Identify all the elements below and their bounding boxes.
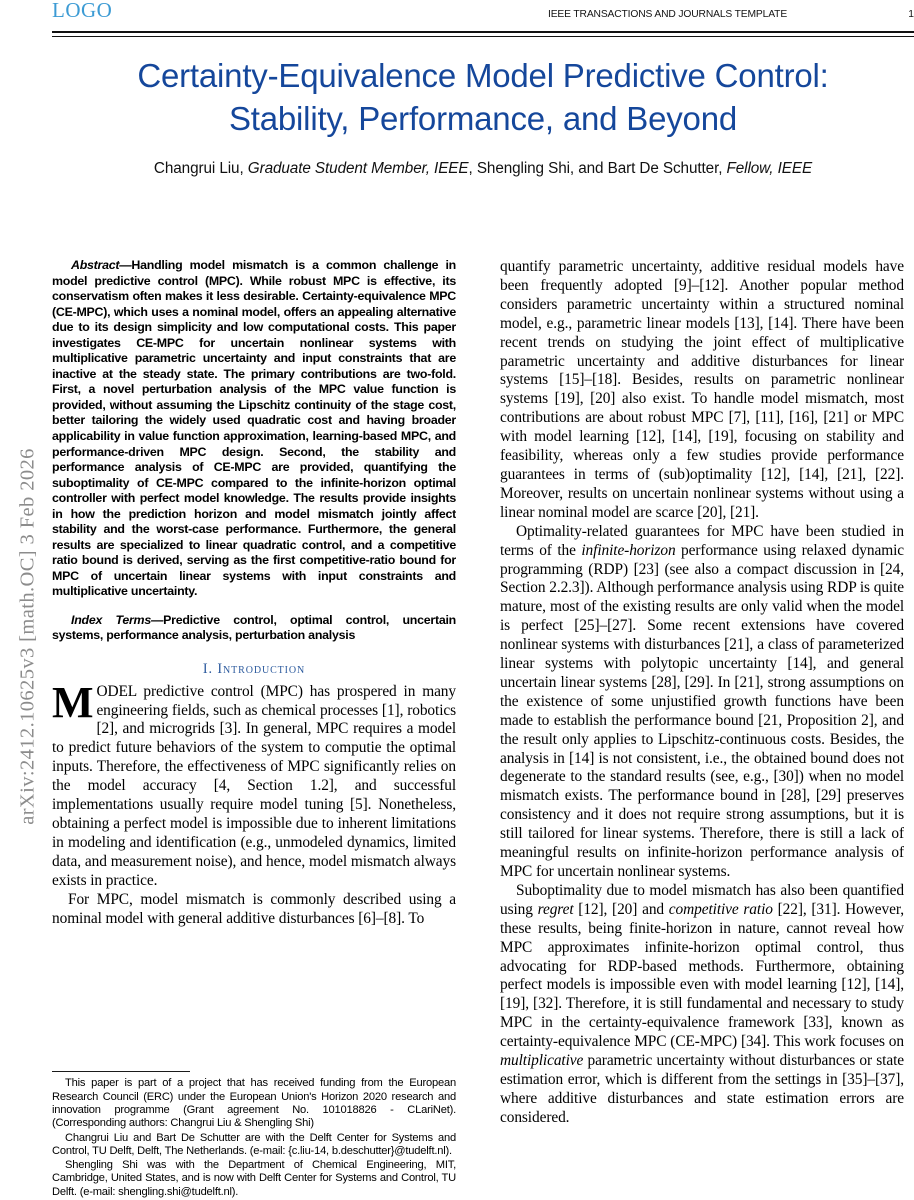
emph-competitive-ratio: competitive ratio <box>668 900 773 918</box>
page-number: 1 <box>908 9 914 20</box>
right-paragraph-3-part-a: Suboptimality due to model mismatch has also been quantified using <box>500 881 904 918</box>
abstract-label: Abstract <box>71 258 120 272</box>
intro-paragraph-2: For MPC, model mismatch is commonly described using a nominal model with general additive disturbances [6]–[8]. To <box>52 890 456 927</box>
title-block <box>52 54 914 178</box>
logo: LOGO <box>52 0 113 22</box>
footnote-rule <box>52 1071 190 1072</box>
emph-multiplicative: multiplicative <box>500 1052 584 1070</box>
intro-paragraph-1-text: ODEL predictive control (MPC) has prospered in many engineering fields, such as chemical processes [1], robotics [2], and microgrids [3]. In general, MPC requires a model to predict future behaviors of the system to computie the optimal inputs. Therefore, the effectiveness of MPC significantly relies on the model accuracy [4, Section 1.2], and successful implementations usually require model tuning [5]. Nonetheless, obtaining a perfect model is impossible due to inherent limitations in modeling and identification (e.g., unmodeled dynamics, limited data, and measurement noise), and hence, model mismatch always exists in practice. <box>52 682 456 889</box>
section-name: Introduction <box>217 660 306 677</box>
author-1-name: Changrui Liu, <box>153 160 244 177</box>
index-terms <box>52 613 456 644</box>
right-paragraph-2-part-b: performance using relaxed dynamic programming (RDP) [23] (see also a compact discussion in [24, Section 2.2.3]). Although performance analysis using RDP is quite mature, most of the existing results are only valid when the model is perfect [25]–[27]. Some recent extensions have covered nonlinear systems with disturbances [21], a class of parameterized linear systems with polytopic uncertainty [14], and general uncertain linear systems [28], [29]. In [21], strong assumptions on the existence of some unjustified growth functions have been made to establish the performance bound [21, Proposition 2], and the result only applies to Lipschitz-continuous costs. Besides, the analysis in [14] is not consistent, i.e., the obtained bound does not degenerate to the standard results (see, e.g., [30]) when no model mismatch exists. The performance bound in [28], [29] preserves consistency and it does not require strong assumptions, but it is still tailored for linear systems. Therefore, there is still a lack of meaningful results on infinite-horizon performance analysis of MPC for uncertain nonlinear systems. <box>500 541 904 880</box>
footnote-funding: This paper is part of a project that has received funding from the European Research Council (ERC) under the European Union's Horizon 2020 research and innovation programme (Grant agreement No. 101018826 - CLariNet). (Corresponding authors: Changrui Liu & Shengling Shi) <box>52 1077 456 1130</box>
right-paragraph-3-part-c: [22], [31]. However, these results, being finite-horizon in nature, cannot reveal how MPC approximates infinite-horizon optimal control, thus advocating for RDP-based methods. Furthermore, obtaining perfect models is impossible even with model learning [12], [14], [19], [32]. Therefore, it is still fundamental and necessary to study MPC in the certainty-equivalence framework [33], known as certainty-equivalence MPC (CE-MPC) [34]. This work focuses on <box>500 900 904 1051</box>
right-paragraph-3 <box>500 882 904 1128</box>
body-columns <box>52 258 914 1200</box>
paper-page <box>52 0 914 1200</box>
right-paragraph-3-part-d: parametric uncertainty without disturbances or state estimation error, which is different from the settings in [35]–[37], where additive disturbances and state estimation errors are considered. <box>500 1052 904 1126</box>
title-line-2: Stability, Performance, and Beyond <box>228 100 738 137</box>
emph-infinite-horizon: infinite-horizon <box>581 541 676 559</box>
section-heading-introduction <box>52 661 456 678</box>
right-column <box>500 258 904 1200</box>
journal-name: IEEE TRANSACTIONS AND JOURNALS TEMPLATE <box>548 9 788 20</box>
right-paragraph-1: quantify parametric uncertainty, additive residual models have been frequently adopted [9]–[12]. Another popular method considers parametric uncertainty within a structured nominal model, e.g., parametric linear models [13], [14]. There have been recent trends on studying the joint effect of multiplicative parametric uncertainty and additive disturbances for linear systems [15]–[18]. Besides, results on parametric nonlinear systems [19], [20] also exist. To handle model mismatch, most contributions are about robust MPC [7], [11], [16], [21] or MPC with model learning [12], [14], [19], focusing on stability and feasibility, whereas only a few studies provide performance guarantees in terms of (sub)optimality [12], [14], [21], [22]. Moreover, results on uncertain nonlinear systems without using a linear nominal model are scarce [20], [21]. <box>500 258 904 521</box>
abstract <box>52 258 456 600</box>
author-list <box>52 160 914 178</box>
index-terms-text: Predictive control, optimal control, uncertain systems, performance analysis, perturbation analysis <box>52 612 456 643</box>
intro-paragraph-1 <box>52 677 456 891</box>
drop-cap: M <box>52 677 94 727</box>
right-paragraph-2-part-a: Optimality-related guarantees for MPC have been studied in terms of the <box>500 522 904 559</box>
right-paragraph-2 <box>500 523 904 882</box>
running-head <box>52 0 914 34</box>
index-terms-label: Index Terms <box>71 612 151 627</box>
emph-regret: regret <box>537 900 574 918</box>
arxiv-stamp: arXiv:2412.10625v3 [math.OC] 3 Feb 2026 <box>16 448 39 825</box>
title-line-1: Certainty-Equivalence Model Predictive Control: <box>137 57 829 94</box>
author-2-role: Fellow, IEEE <box>726 160 813 177</box>
section-number: I. <box>202 660 213 677</box>
author-2-name: , Shengling Shi, and Bart De Schutter, <box>468 160 723 177</box>
index-terms-dash: — <box>150 612 164 627</box>
header-rule <box>52 31 914 37</box>
footnote-affiliation-1: Changrui Liu and Bart De Schutter are with the Delft Center for Systems and Control, TU Delft, Delft, The Netherlands. (e-mail: {c.liu-14, b.deschutter}@tudelft.nl). <box>52 1131 456 1157</box>
right-paragraph-3-part-b: [12], [20] and <box>573 900 669 918</box>
footnote-affiliation-2: Shengling Shi was with the Department of Chemical Engineering, MIT, Cambridge, United States, and is now with Delft Center for Systems and Control, TU Delft. (e-mail: shengling.shi@tudelft.nl). <box>52 1159 456 1198</box>
abstract-text: Handling model mismatch is a common challenge in model predictive control (MPC). While robust MPC is effective, its conservatism often makes it less desirable. Certainty-equivalence MPC (CE-MPC), which uses a nominal model, offers an appealing alternative due to its design simplicity and low computational costs. This paper investigates CE-MPC for uncertain nonlinear systems with multiplicative parametric uncertainty and input constraints that are inactive at the steady state. The primary contributions are two-fold. First, a novel perturbation analysis of the MPC value function is provided, without assuming the Lipschitz continuity of the stage cost, better tailoring the widely used quadratic cost and having broader applicability in value function approximation, learning-based MPC, and performance-driven MPC design. Second, the stability and performance analysis of CE-MPC are provided, quantifying the suboptimality of CE-MPC compared to the infinite-horizon optimal controller with perfect model knowledge. The results provide insights in how the prediction horizon and model mismatch jointly affect stability and the worst-case performance. Furthermore, the general results are specialized to linear quadratic control, and a competitive ratio bound is derived, serving as the first competitive-ratio bound for MPC of uncertain linear systems with input constraints and multiplicative uncertainty. <box>52 258 456 599</box>
footnote-block <box>52 1071 456 1200</box>
left-column <box>52 258 456 1200</box>
abstract-dash: — <box>119 258 132 272</box>
page-title <box>83 54 883 140</box>
author-1-role: Graduate Student Member, IEEE <box>247 160 469 177</box>
